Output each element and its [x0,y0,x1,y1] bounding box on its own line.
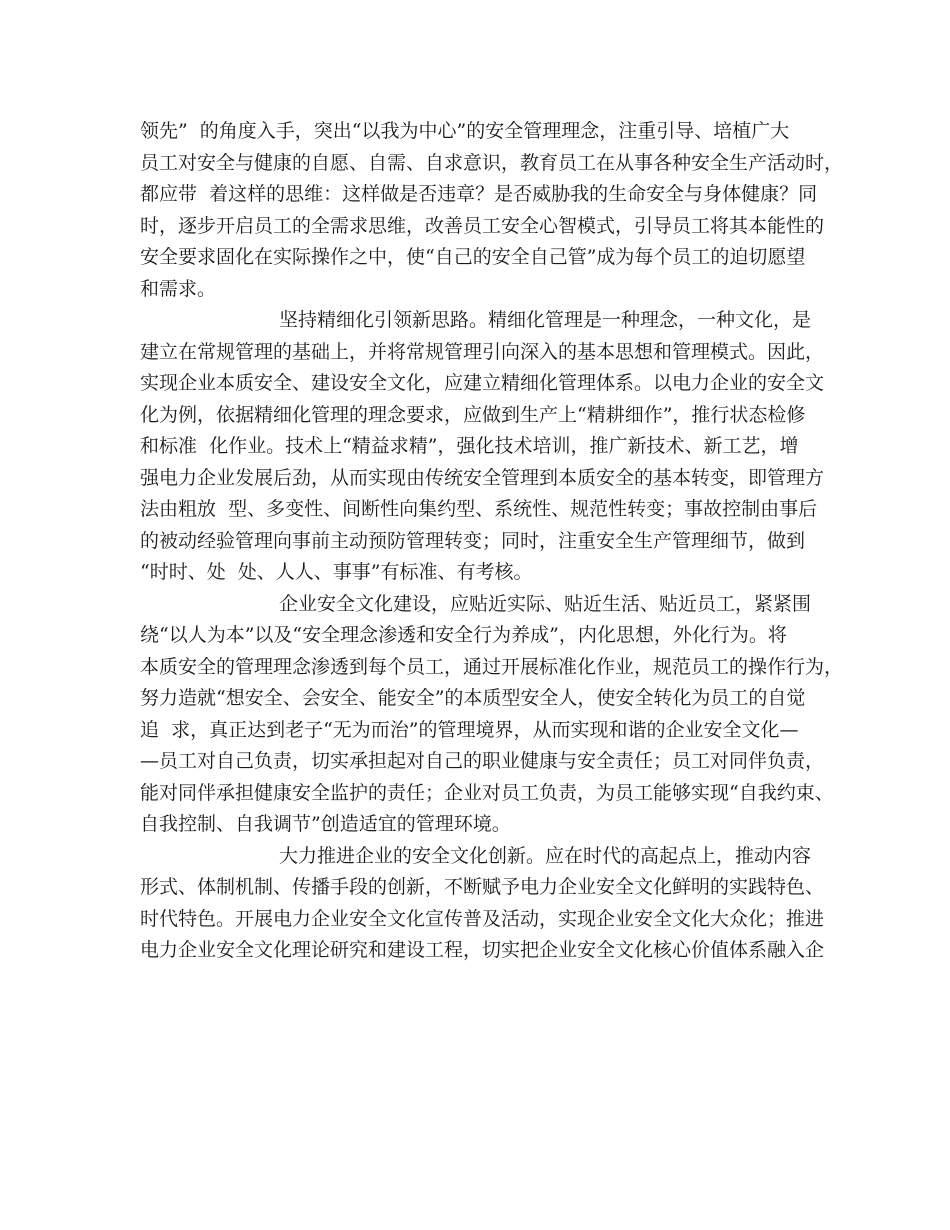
paragraph [140,841,830,967]
text-line: 大力推进企业的安全文化创新。应在时代的高起点上，推动内容 [279,844,812,867]
text-line: 化为例，依据精细化管理的理念要求，应做到生产上“精耕细作”，推行状态检修 [140,403,806,426]
text-line: 本质安全的管理理念渗透到每个员工，通过开展标准化作业，规范员工的操作行为， [140,655,844,678]
text-line: 电力企业安全文化理论研究和建设工程，切实把企业安全文化核心价值体系融入企 [140,939,825,961]
text-line: 时代特色。开展电力企业安全文化宣传普及活动，实现企业安全文化大众化；推进 [140,907,825,930]
text-line: 能对同伴承担健康安全监护的责任；企业对员工负责，为员工能够实现“自我约束、 [140,781,834,804]
text-line: 企业安全文化建设，应贴近实际、贴近生活、贴近员工，紧紧围 [279,592,812,615]
paragraph [140,589,844,841]
text-line: 员工对安全与健康的自愿、自需、自求意识，教育员工在从事各种安全生产活动时， [140,151,844,174]
text-line: 时，逐步开启员工的全需求思维，改善员工安全心智模式，引导员工将其本能性的 [140,214,825,237]
text-line: 绕“以人为本”以及“安全理念渗透和安全行为养成”，内化思想，外化行为。将 [140,624,787,646]
paragraph [140,305,830,589]
document-body [140,116,844,967]
text-line: 的被动经验管理向事前主动预防管理转变；同时，注重安全生产管理细节，做到 [140,529,806,552]
paragraph [140,116,844,305]
text-line: 都应带 着这样的思维：这样做是否违章？是否威胁我的生命安全与身体健康？同 [140,183,818,205]
text-line: 形式、体制机制、传播手段的创新，不断赋予电力企业安全文化鲜明的实践特色、 [140,876,825,898]
text-line: 实现企业本质安全、建设安全文化，应建立精细化管理体系。以电力企业的安全文 [140,372,825,394]
text-line: 追 求，真正达到老子“无为而治”的管理境界，从而实现和谐的企业安全文化— [140,718,799,741]
text-line: 强电力企业发展后劲，从而实现由传统安全管理到本质安全的基本转变，即管理方 [140,466,825,489]
text-line: “时时、处 处、人人、事事”有标准、有考核。 [140,561,533,583]
text-line: —员工对自己负责，切实承担起对自己的职业健康与安全责任；员工对同伴负责， [140,750,825,772]
text-line: 建立在常规管理的基础上，并将常规管理引向深入的基本思想和管理模式。因此， [140,340,825,363]
text-line: 领先” 的角度入手，突出“以我为中心”的安全管理理念，注重引导、培植广大 [140,120,790,142]
text-line: 和需求。 [140,277,217,300]
text-line: 坚持精细化引领新思路。精细化管理是一种理念，一种文化，是 [279,309,812,331]
text-line: 法由粗放 型、多变性、间断性向集约型、系统性、规范性转变；事故控制由事后 [140,498,818,520]
text-line: 和标准 化作业。技术上“精益求精”，强化技术培训，推广新技术、新工艺，增 [140,435,799,457]
text-line: 自我控制、自我调节”创造适宜的管理环境。 [140,813,511,835]
text-line: 努力造就“想安全、会安全、能安全”的本质型安全人，使安全转化为员工的自觉 [140,687,806,709]
text-line: 安全要求固化在实际操作之中，使“自己的安全自己管”成为每个员工的迫切愿望 [140,246,806,268]
